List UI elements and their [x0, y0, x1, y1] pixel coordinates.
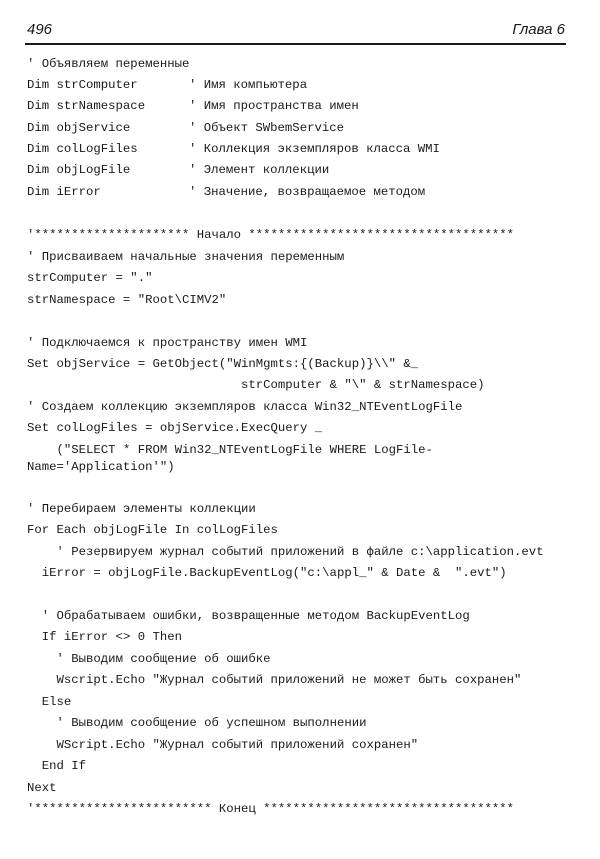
code-comment-iterate — [27, 499, 256, 519]
code-text: ' Обрабатываем ошибки, возвращенные методом BackupEventLog — [41, 609, 470, 623]
code-inline-comment: ' Объект SWbemService — [189, 121, 344, 135]
code-line-dim-objservice — [27, 118, 344, 138]
code-text: Name='Application'") — [27, 460, 175, 474]
code-text: ' Подключаемся к пространству имен WMI — [27, 336, 308, 350]
code-line-strcomputer — [27, 268, 152, 288]
code-text: Else — [41, 695, 72, 709]
code-text: Set objService = GetObject("WinMgmts:{(Backup)}\\" &_ — [27, 357, 419, 371]
code-text: ("SELECT * FROM Win32_NTEventLogFile WHERE LogFile- — [56, 443, 433, 457]
code-indent — [27, 759, 42, 773]
code-text: strComputer = "." — [27, 271, 153, 285]
code-comment-assign — [27, 247, 344, 267]
code-indent — [27, 716, 57, 730]
code-inline-comment: ' Имя компьютера — [189, 78, 308, 92]
code-comment-success-msg — [27, 713, 366, 733]
code-comment-backup — [27, 542, 544, 562]
code-text: strNamespace = "Root\CIMV2" — [27, 293, 227, 307]
code-banner-start — [27, 225, 514, 245]
code-indent — [27, 443, 57, 457]
code-text: Dim strNamespace — [27, 99, 146, 113]
code-text: Wscript.Echo "Журнал событий приложений не может быть сохранен" — [56, 673, 522, 687]
code-text: Dim objService — [27, 121, 131, 135]
code-comment-declare — [27, 54, 189, 74]
code-indent — [27, 566, 42, 580]
code-text: ' Создаем коллекцию экземпляров класса Win32_NTEventLogFile — [27, 400, 463, 414]
code-text: ' Объявляем переменные — [27, 57, 190, 71]
code-text: Dim objLogFile — [27, 163, 131, 177]
code-line-for-each — [27, 520, 278, 540]
code-text: ' Выводим сообщение об успешном выполнении — [56, 716, 367, 730]
code-text: If iError <> 0 Then — [41, 630, 182, 644]
code-text: Dim strComputer — [27, 78, 138, 92]
code-line-dim-collogfiles — [27, 139, 440, 159]
code-text: Dim iError — [27, 185, 101, 199]
code-line-echo-success — [27, 735, 418, 755]
code-text: ' Перебираем элементы коллекции — [27, 502, 256, 516]
code-line-backupeventlog — [27, 563, 507, 583]
code-line-dim-strnamespace — [27, 96, 359, 116]
code-line-end-if — [27, 756, 86, 776]
code-text: '************************ Конец ********************************** — [27, 802, 515, 816]
code-line-getobject-cont — [27, 375, 485, 395]
code-line-strnamespace — [27, 290, 226, 310]
code-text: ' Присваиваем начальные значения переменным — [27, 250, 345, 264]
code-line-if — [27, 627, 182, 647]
code-text: WScript.Echo "Журнал событий приложений сохранен" — [56, 738, 419, 752]
code-inline-comment: ' Коллекция экземпляров класса WMI — [189, 142, 440, 156]
code-text: ' Выводим сообщение об ошибке — [56, 652, 271, 666]
code-indent — [27, 378, 241, 392]
code-inline-comment: ' Значение, возвращаемое методом — [189, 185, 426, 199]
code-indent — [27, 609, 42, 623]
code-text: ' Резервируем журнал событий приложений в файле c:\application.evt — [56, 545, 544, 559]
code-line-echo-error — [27, 670, 521, 690]
code-line-dim-strcomputer — [27, 75, 308, 95]
chapter-title: Глава 6 — [512, 21, 565, 38]
page-number: 496 — [27, 21, 53, 38]
code-comment-handle-errors — [27, 606, 470, 626]
code-text: '********************* Начало ************************************ — [27, 228, 515, 242]
code-line-dim-ierror — [27, 182, 426, 202]
code-indent — [27, 630, 42, 644]
code-inline-comment: ' Элемент коллекции — [189, 163, 330, 177]
code-indent — [27, 652, 57, 666]
page-header — [25, 17, 566, 45]
code-indent — [27, 695, 42, 709]
code-text: For Each objLogFile In colLogFiles — [27, 523, 278, 537]
code-line-execquery-cont2 — [27, 457, 175, 477]
code-text: Next — [27, 781, 57, 795]
code-comment-create-collection — [27, 397, 462, 417]
code-line-dim-objlogfile — [27, 160, 330, 180]
code-line-execquery — [27, 418, 322, 438]
code-line-getobject — [27, 354, 418, 374]
code-text: strComputer & "\" & strNamespace) — [241, 378, 485, 392]
code-line-else — [27, 692, 71, 712]
code-text: End If — [41, 759, 87, 773]
code-indent — [27, 673, 57, 687]
code-inline-comment: ' Имя пространства имен — [189, 99, 359, 113]
code-text: Dim colLogFiles — [27, 142, 138, 156]
code-banner-end — [27, 799, 514, 819]
code-indent — [27, 738, 57, 752]
code-comment-connect — [27, 333, 307, 353]
code-line-next — [27, 778, 57, 798]
code-comment-error-msg — [27, 649, 271, 669]
code-text: Set colLogFiles = objService.ExecQuery _ — [27, 421, 323, 435]
code-indent — [27, 545, 57, 559]
code-text: iError = objLogFile.BackupEventLog("c:\appl_" & Date & ".evt") — [41, 566, 507, 580]
